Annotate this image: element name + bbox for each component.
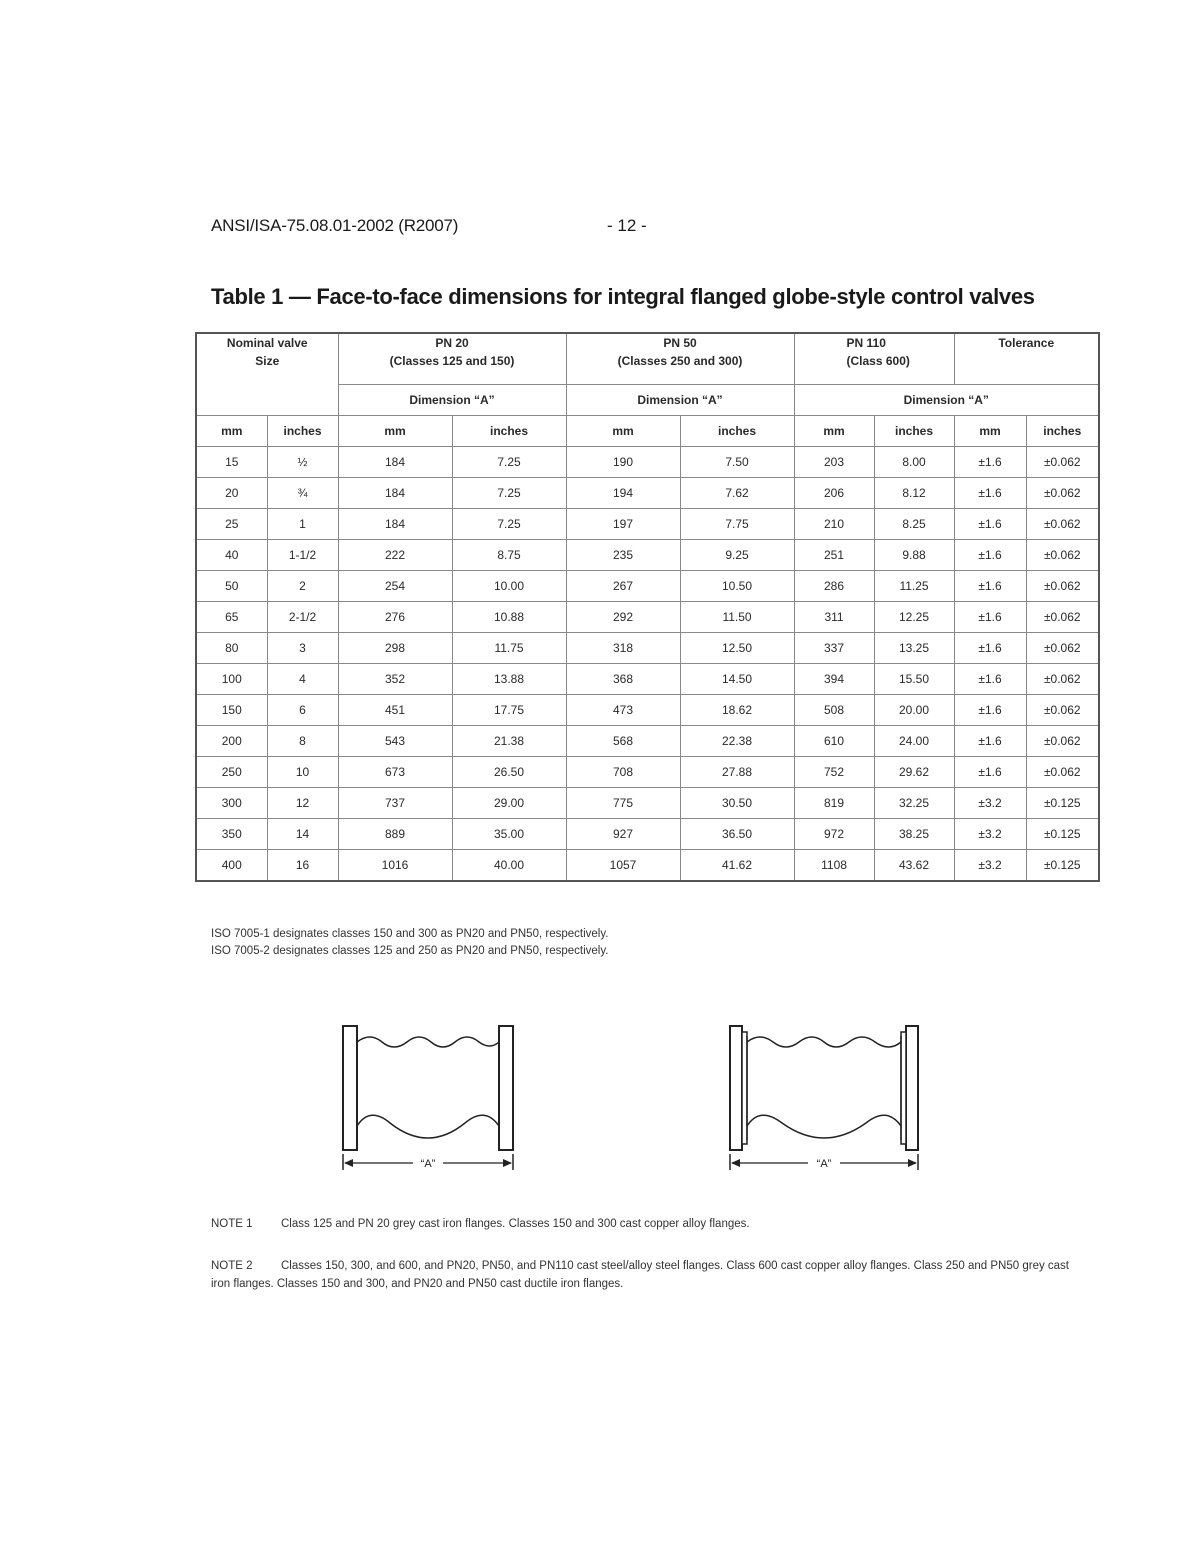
page-number: - 12 -: [607, 216, 647, 235]
table-cell: 8: [267, 726, 338, 757]
table-row: [196, 788, 1099, 819]
table-cell: ±1.6: [954, 664, 1026, 695]
table-cell: ±3.2: [954, 819, 1026, 850]
note-1-text: Class 125 and PN 20 grey cast iron flanges. Classes 150 and 300 cast copper alloy flanges.: [281, 1218, 750, 1230]
table-cell: ±1.6: [954, 757, 1026, 788]
table-cell: ±0.125: [1026, 819, 1099, 850]
note-2-tag: NOTE 2: [211, 1260, 253, 1272]
table-cell: 451: [338, 695, 452, 726]
table-cell: 9.88: [874, 540, 954, 571]
table-cell: ±0.062: [1026, 633, 1099, 664]
header-tolerance: Tolerance: [954, 333, 1099, 385]
header-pn110-line1: PN 110: [846, 336, 886, 350]
table-cell: ±0.062: [1026, 726, 1099, 757]
table-cell: 368: [566, 664, 680, 695]
header-pn110-line2: (Class 600): [846, 354, 910, 368]
header-dim-a-pn20: Dimension “A”: [338, 385, 566, 416]
table-cell: 4: [267, 664, 338, 695]
table-cell: 251: [794, 540, 874, 571]
table-cell: 737: [338, 788, 452, 819]
iso-note-2: ISO 7005-2 designates classes 125 and 250 as PN20 and PN50, respectively.: [211, 945, 609, 957]
table-cell: 6: [267, 695, 338, 726]
header-nominal-size: [196, 333, 338, 416]
table-cell: 400: [196, 850, 267, 882]
table-cell: 3: [267, 633, 338, 664]
table-cell: ±1.6: [954, 726, 1026, 757]
table-cell: ±1.6: [954, 602, 1026, 633]
header-pn110: [794, 333, 954, 385]
table-cell: 222: [338, 540, 452, 571]
table-cell: ±0.125: [1026, 788, 1099, 819]
table-cell: 276: [338, 602, 452, 633]
table-cell: 292: [566, 602, 680, 633]
table-cell: ±1.6: [954, 509, 1026, 540]
table-cell: 318: [566, 633, 680, 664]
table-cell: ±1.6: [954, 695, 1026, 726]
table-cell: 203: [794, 447, 874, 478]
header-dim-a-pn50: Dimension “A”: [566, 385, 794, 416]
table-cell: 2: [267, 571, 338, 602]
table-cell: 473: [566, 695, 680, 726]
table-cell: ±0.062: [1026, 664, 1099, 695]
table-cell: ±3.2: [954, 788, 1026, 819]
col-header-inches: inches: [452, 416, 566, 447]
header-pn50-line1: PN 50: [663, 336, 697, 350]
table-cell: ±1.6: [954, 447, 1026, 478]
valve-diagram-raised-face: [722, 1018, 926, 1178]
table-cell: 29.62: [874, 757, 954, 788]
table-cell: 394: [794, 664, 874, 695]
header-nominal-line2: Size: [255, 354, 280, 368]
table-cell: 13.25: [874, 633, 954, 664]
table-cell: 8.75: [452, 540, 566, 571]
note-2-text: Classes 150, 300, and 600, and PN20, PN50, and PN110 cast steel/alloy steel flanges. Class 600 cast copper alloy flanges. Class 250 and PN50 grey cast iron flanges. Classes 150 and 300, and PN20 and PN50 cast ductile iron flanges.: [211, 1260, 1070, 1290]
table-cell: 30.50: [680, 788, 794, 819]
table-cell: 43.62: [874, 850, 954, 882]
table-cell: ±1.6: [954, 478, 1026, 509]
table-cell: ±0.062: [1026, 509, 1099, 540]
table-cell: 32.25: [874, 788, 954, 819]
table-cell: 8.25: [874, 509, 954, 540]
table-cell: 673: [338, 757, 452, 788]
table-title: Table 1 — Face-to-face dimensions for integral flanged globe-style control valves: [211, 284, 1035, 309]
col-header-mm: mm: [196, 416, 267, 447]
table-cell: 20: [196, 478, 267, 509]
table-cell: 300: [196, 788, 267, 819]
table-cell: 7.50: [680, 447, 794, 478]
table-cell: 15: [196, 447, 267, 478]
table-cell: 235: [566, 540, 680, 571]
table-cell: 14: [267, 819, 338, 850]
table-cell: 927: [566, 819, 680, 850]
table-cell: ½: [267, 447, 338, 478]
table-cell: 7.25: [452, 509, 566, 540]
header-pn50: [566, 333, 794, 385]
table-cell: 11.25: [874, 571, 954, 602]
col-header-inches: inches: [874, 416, 954, 447]
table-cell: 206: [794, 478, 874, 509]
col-header-mm: mm: [794, 416, 874, 447]
table-row: [196, 757, 1099, 788]
table-cell: 12: [267, 788, 338, 819]
table-body: [196, 447, 1099, 882]
table-cell: 21.38: [452, 726, 566, 757]
table-cell: 184: [338, 478, 452, 509]
table-cell: 50: [196, 571, 267, 602]
table-cell: 27.88: [680, 757, 794, 788]
table-cell: 11.75: [452, 633, 566, 664]
table-cell: 7.62: [680, 478, 794, 509]
header-dim-a-pn110-tol: Dimension “A”: [794, 385, 1099, 416]
table-cell: 1108: [794, 850, 874, 882]
iso-note-1: ISO 7005-1 designates classes 150 and 300 as PN20 and PN50, respectively.: [211, 928, 609, 940]
table-cell: 210: [794, 509, 874, 540]
table-cell: 36.50: [680, 819, 794, 850]
table-row: [196, 819, 1099, 850]
header-pn50-line2: (Classes 250 and 300): [617, 354, 743, 368]
iso-notes: [211, 926, 608, 960]
table-row: [196, 633, 1099, 664]
table-cell: ±0.062: [1026, 447, 1099, 478]
table-cell: 29.00: [452, 788, 566, 819]
table-row: [196, 695, 1099, 726]
table-cell: 1057: [566, 850, 680, 882]
table-row: [196, 540, 1099, 571]
table-row: [196, 478, 1099, 509]
table-cell: 10.00: [452, 571, 566, 602]
table-cell: 254: [338, 571, 452, 602]
header-pn20-line1: PN 20: [435, 336, 469, 350]
note-2: [211, 1257, 1071, 1293]
note-1: [211, 1215, 1071, 1233]
table-cell: 7.25: [452, 478, 566, 509]
table-cell: ±3.2: [954, 850, 1026, 882]
header-pn20-line2: (Classes 125 and 150): [389, 354, 515, 368]
table-cell: 14.50: [680, 664, 794, 695]
col-header-mm: mm: [954, 416, 1026, 447]
table-cell: 819: [794, 788, 874, 819]
col-header-inches: inches: [1026, 416, 1099, 447]
table-cell: 10.50: [680, 571, 794, 602]
table-cell: 8.00: [874, 447, 954, 478]
col-header-inches: inches: [267, 416, 338, 447]
table-cell: 184: [338, 447, 452, 478]
header-pn20: [338, 333, 566, 385]
dimension-a-label: “A”: [816, 1158, 832, 1170]
table-cell: 568: [566, 726, 680, 757]
table-cell: ±1.6: [954, 540, 1026, 571]
table-cell: 18.62: [680, 695, 794, 726]
table-cell: ±1.6: [954, 633, 1026, 664]
table-cell: 200: [196, 726, 267, 757]
table-cell: 708: [566, 757, 680, 788]
table-cell: 20.00: [874, 695, 954, 726]
table-row: [196, 447, 1099, 478]
table-cell: 26.50: [452, 757, 566, 788]
table-cell: 41.62: [680, 850, 794, 882]
table-cell: 1: [267, 509, 338, 540]
table-cell: 10: [267, 757, 338, 788]
table-cell: 1016: [338, 850, 452, 882]
table-cell: ±0.062: [1026, 757, 1099, 788]
table-cell: 12.25: [874, 602, 954, 633]
table-cell: 17.75: [452, 695, 566, 726]
table-cell: 25: [196, 509, 267, 540]
table-cell: 197: [566, 509, 680, 540]
document-standard-id: ANSI/ISA-75.08.01-2002 (R2007): [211, 216, 459, 235]
dimensions-table: [195, 332, 1100, 882]
header-nominal-line1: Nominal valve: [226, 336, 308, 350]
table-cell: 508: [794, 695, 874, 726]
table-cell: 2-1/2: [267, 602, 338, 633]
table-cell: 40: [196, 540, 267, 571]
table-cell: 80: [196, 633, 267, 664]
table-cell: 1-1/2: [267, 540, 338, 571]
table-cell: 352: [338, 664, 452, 695]
table-cell: ±0.062: [1026, 478, 1099, 509]
col-header-mm: mm: [338, 416, 452, 447]
table-cell: 150: [196, 695, 267, 726]
table-cell: 7.25: [452, 447, 566, 478]
table-cell: 972: [794, 819, 874, 850]
table-cell: 10.88: [452, 602, 566, 633]
valve-diagram-flat-face: [335, 1018, 525, 1178]
table-cell: 311: [794, 602, 874, 633]
table-cell: 40.00: [452, 850, 566, 882]
table-cell: 286: [794, 571, 874, 602]
col-header-inches: inches: [680, 416, 794, 447]
table-cell: 775: [566, 788, 680, 819]
table-cell: ±0.062: [1026, 571, 1099, 602]
table-cell: 298: [338, 633, 452, 664]
table-cell: 194: [566, 478, 680, 509]
table-cell: 65: [196, 602, 267, 633]
table-cell: 337: [794, 633, 874, 664]
table-row: [196, 509, 1099, 540]
table-cell: ±0.125: [1026, 850, 1099, 882]
table-cell: 35.00: [452, 819, 566, 850]
table-cell: 11.50: [680, 602, 794, 633]
table-cell: 9.25: [680, 540, 794, 571]
col-header-mm: mm: [566, 416, 680, 447]
table-cell: 752: [794, 757, 874, 788]
dimension-a-label: “A”: [420, 1158, 436, 1170]
table-cell: 24.00: [874, 726, 954, 757]
table-cell: ±1.6: [954, 571, 1026, 602]
table-cell: 543: [338, 726, 452, 757]
table-cell: 610: [794, 726, 874, 757]
table-cell: 38.25: [874, 819, 954, 850]
note-1-tag: NOTE 1: [211, 1218, 253, 1230]
table-cell: 184: [338, 509, 452, 540]
table-cell: 12.50: [680, 633, 794, 664]
table-cell: ±0.062: [1026, 602, 1099, 633]
table-row: [196, 571, 1099, 602]
table-cell: ±0.062: [1026, 540, 1099, 571]
table-cell: 190: [566, 447, 680, 478]
table-cell: 7.75: [680, 509, 794, 540]
table-cell: ±0.062: [1026, 695, 1099, 726]
table-row: [196, 726, 1099, 757]
table-cell: 250: [196, 757, 267, 788]
table-cell: 15.50: [874, 664, 954, 695]
table-cell: 889: [338, 819, 452, 850]
table-cell: 267: [566, 571, 680, 602]
table-cell: 13.88: [452, 664, 566, 695]
table-cell: 22.38: [680, 726, 794, 757]
table-cell: 100: [196, 664, 267, 695]
table-cell: 8.12: [874, 478, 954, 509]
table-row: [196, 850, 1099, 882]
table-cell: 350: [196, 819, 267, 850]
table-row: [196, 602, 1099, 633]
table-row: [196, 664, 1099, 695]
table-cell: ¾: [267, 478, 338, 509]
table-cell: 16: [267, 850, 338, 882]
